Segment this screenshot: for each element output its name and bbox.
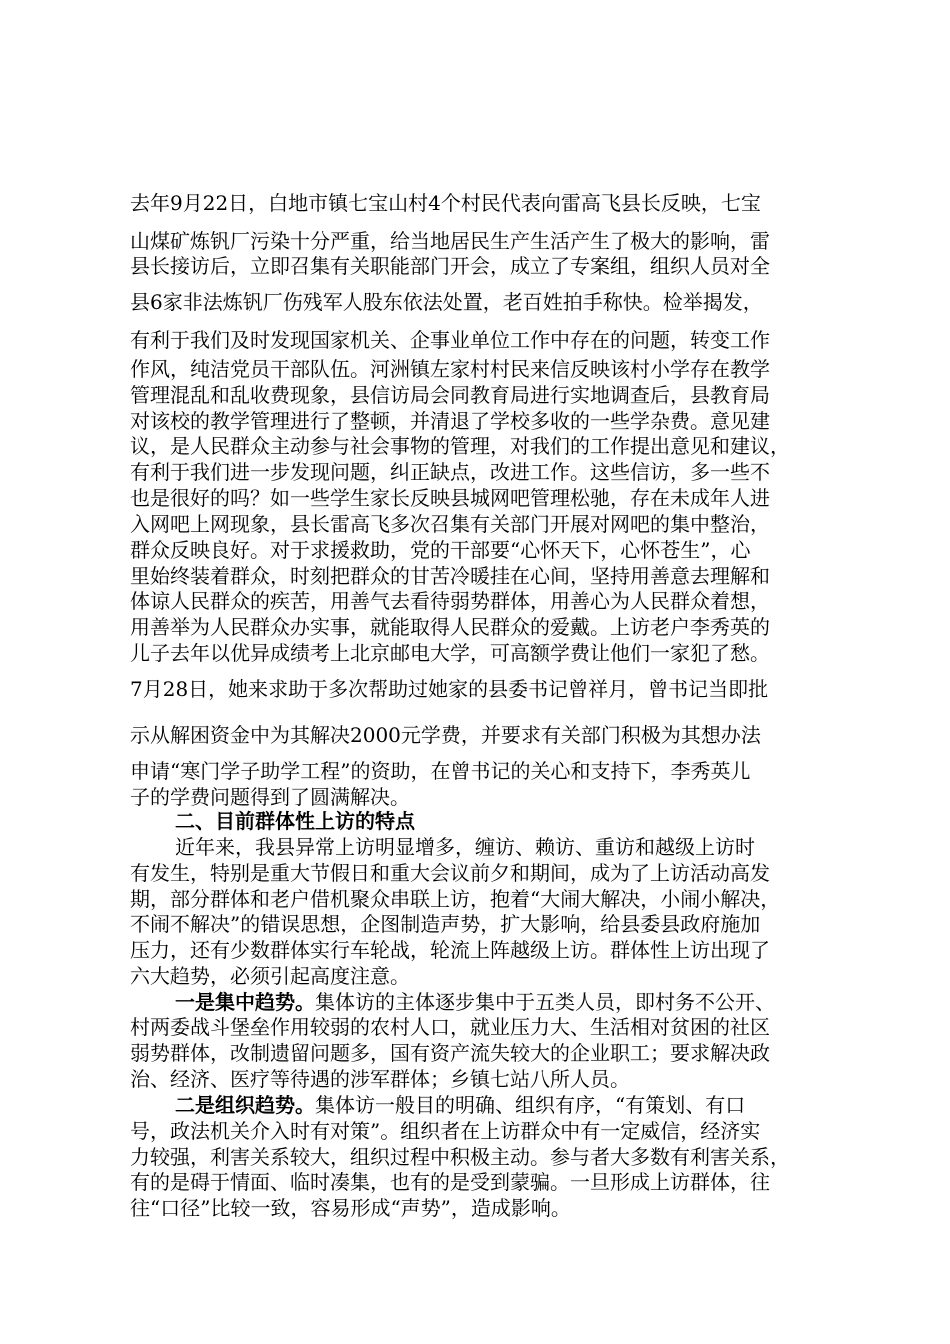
- text-line: 体谅人民群众的疾苦，用善气去看待弱势群体，用善心为人民群众着想，: [130, 589, 770, 613]
- text-line: 7月28日，她来求助于多次帮助过她家的县委书记曾祥月，曾书记当即批: [130, 677, 769, 701]
- text-line: 有利于我们及时发现国家机关、企事业单位工作中存在的问题，转变工作: [130, 328, 770, 352]
- section-heading: 二、目前群体性上访的特点: [175, 809, 415, 833]
- text-line: 县长接访后，立即召集有关职能部门开会，成立了专案组，组织人员对全: [130, 254, 770, 278]
- text-line: 弱势群体，改制遗留问题多，国有资产流失较大的企业职工；要求解决政: [130, 1041, 770, 1065]
- text-line: 治、经济、医疗等待遇的涉军群体；乡镇七站八所人员。: [130, 1067, 630, 1091]
- text-line: 近年来，我县异常上访明显增多，缠访、赖访、重访和越级上访时: [175, 835, 755, 859]
- text-line: 里始终装着群众，时刻把群众的甘苦冷暖挂在心间，坚持用善意去理解和: [130, 564, 770, 588]
- text-line: 示从解困资金中为其解决2000元学费，并要求有关部门积极为其想办法: [130, 723, 761, 747]
- text-line: 入网吧上网现象，县长雷高飞多次召集有关部门开展对网吧的集中整治，: [130, 512, 770, 536]
- text-line: 号，政法机关介入时有对策”。组织者在上访群众中有一定威信，经济实: [130, 1119, 761, 1143]
- point-title: 二是组织趋势。: [175, 1093, 315, 1117]
- text-line: 往“口径”比较一致，容易形成“声势”，造成影响。: [130, 1196, 571, 1220]
- text-line: 县6家非法炼钒厂伤残军人股东依法处置，老百姓拍手称快。检举揭发，: [130, 290, 763, 314]
- text-span: 集体访一般目的明确、组织有序，“有策划、有口: [315, 1093, 746, 1117]
- text-line: 议，是人民群众主动参与社会事物的管理，对我们的工作提出意见和建议，: [130, 434, 790, 458]
- text-line: 作风，纯洁党员干部队伍。河洲镇左家村村民来信反映该村小学存在教学: [130, 357, 770, 381]
- text-line: 不闹不解决”的错误思想，企图制造声势，扩大影响，给县委县政府施加: [130, 912, 761, 936]
- text-line: 有发生，特别是重大节假日和重大会议前夕和期间，成为了上访活动高发: [130, 861, 770, 885]
- text-line: [175, 989, 830, 1015]
- text-line: 期，部分群体和老户借机聚众串联上访，抱着“大闹大解决，小闹小解决，: [130, 887, 781, 911]
- text-line: 压力，还有少数群体实行车轮战，轮流上阵越级上访。群体性上访出现了: [130, 938, 770, 962]
- text-line: 申请“寒门学子助学工程”的资助，在曾书记的关心和支持下，李秀英儿: [130, 759, 751, 783]
- text-line: [175, 1092, 830, 1118]
- point-title: 一是集中趋势。: [175, 990, 315, 1014]
- text-line: 也是很好的吗？如一些学生家长反映县城网吧管理松驰，存在未成年人进: [130, 486, 770, 510]
- text-line: 用善举为人民群众办实事，就能取得人民群众的爱戴。上访老户李秀英的: [130, 615, 770, 639]
- text-line: 管理混乱和乱收费现象，县信访局会同教育局进行实地调查后，县教育局: [130, 383, 770, 407]
- text-line: 力较强，利害关系较大，组织过程中积极主动。参与者大多数有利害关系，: [130, 1145, 790, 1169]
- text-line: 有利于我们进一步发现问题，纠正缺点，改进工作。这些信访，多一些不: [130, 460, 770, 484]
- text-line: 六大趋势，必须引起高度注意。: [130, 964, 410, 988]
- text-line: 群众反映良好。对于求援救助，党的干部要“心怀天下，心怀苍生”，心: [130, 538, 751, 562]
- text-line: 村两委战斗堡垒作用较弱的农村人口，就业压力大、生活相对贫困的社区: [130, 1015, 770, 1039]
- text-line: 儿子去年以优异成绩考上北京邮电大学，可高额学费让他们一家犯了愁。: [130, 641, 770, 665]
- text-line: 有的是碍于情面、临时凑集，也有的是受到蒙骗。一旦形成上访群体，往: [130, 1170, 770, 1194]
- text-line: 对该校的教学管理进行了整顿，并清退了学校多收的一些学杂费。意见建: [130, 409, 770, 433]
- text-line: 山煤矿炼钒厂污染十分严重，给当地居民生产生活产生了极大的影响，雷: [130, 229, 770, 253]
- text-span: 集体访的主体逐步集中于五类人员，即村务不公开、: [315, 990, 775, 1014]
- text-line: 去年9月22日，白地市镇七宝山村4个村民代表向雷高飞县长反映，七宝: [130, 191, 761, 215]
- text-line: 子的学费问题得到了圆满解决。: [130, 785, 410, 809]
